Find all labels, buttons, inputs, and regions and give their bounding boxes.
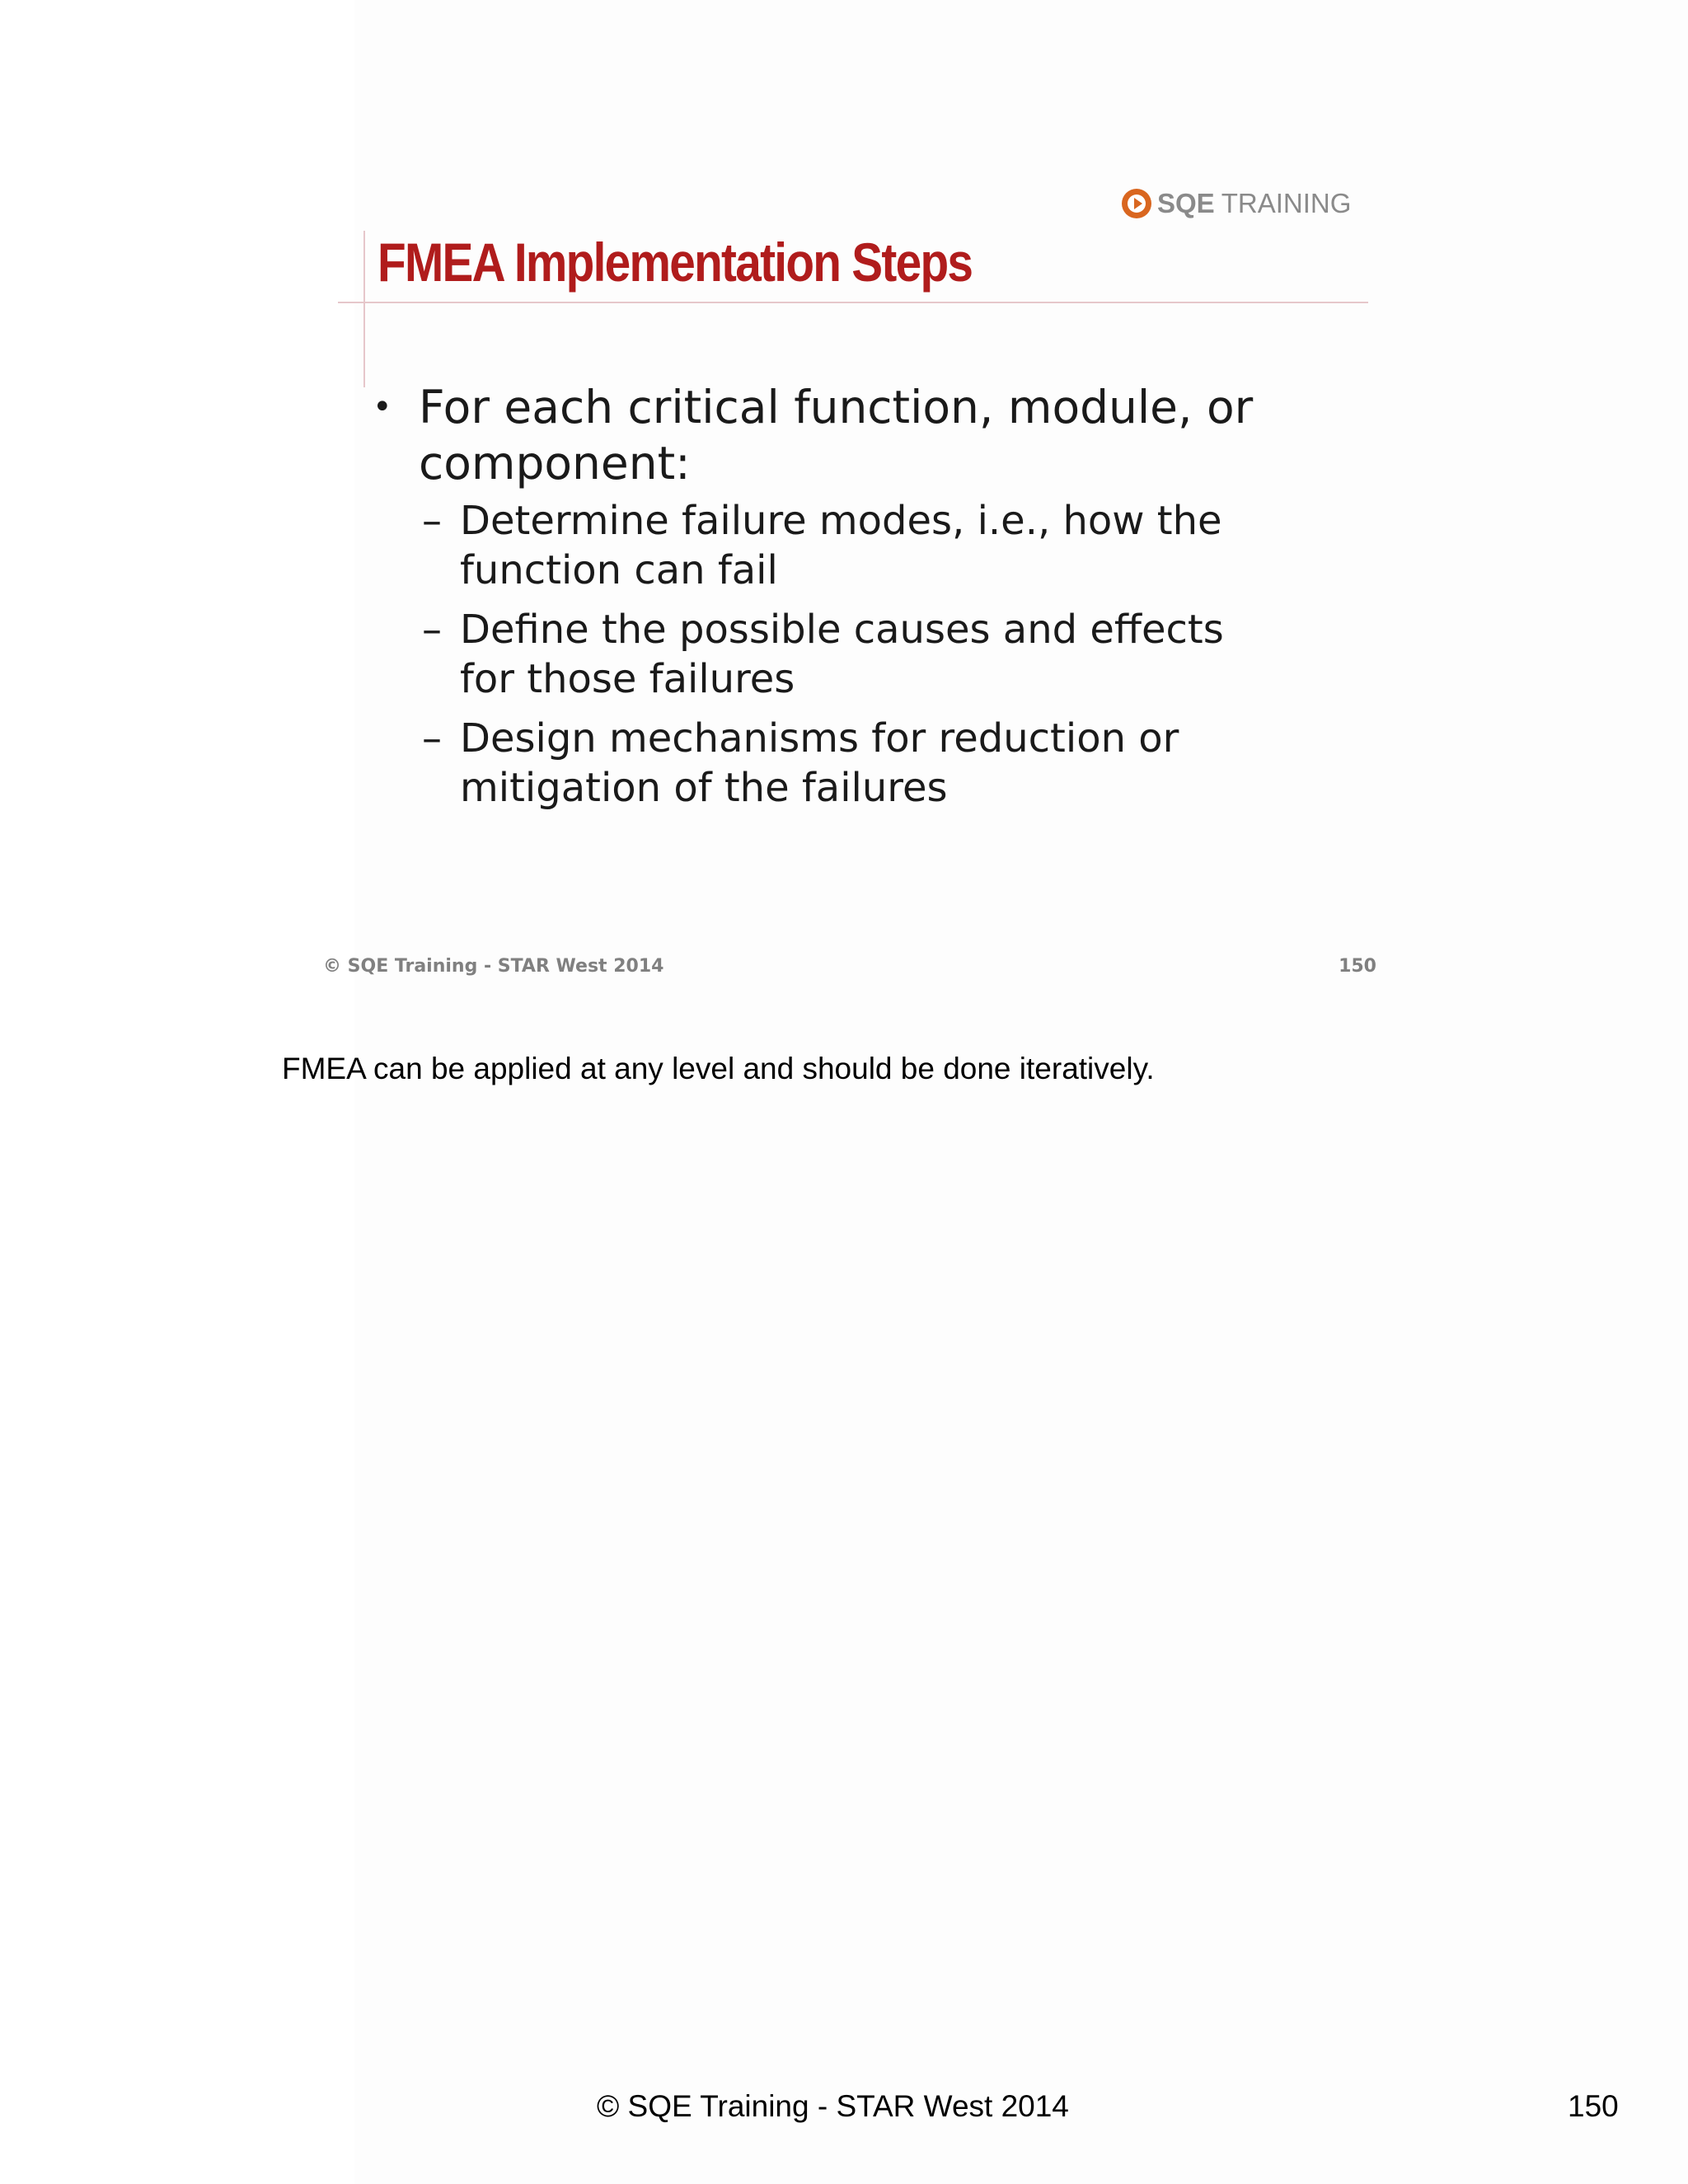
slide-footer-page-number: 150 xyxy=(1339,956,1376,977)
title-vertical-rule xyxy=(363,231,365,387)
sub-bullet-dash: – xyxy=(422,607,442,653)
sub-bullet-item xyxy=(422,605,1343,704)
sub-bullet-item xyxy=(422,714,1343,813)
sub-bullet-text: Determine failure modes, i.e., how the function can fail xyxy=(460,498,1222,593)
sub-bullet-text: Define the possible causes and effects for those failures xyxy=(460,607,1224,702)
sub-bullet-dash: – xyxy=(422,498,442,544)
slide-title: FMEA Implementation Steps xyxy=(377,232,973,293)
sqe-training-logo xyxy=(1121,188,1351,219)
bullet-item xyxy=(371,379,1343,491)
logo-word: TRAINING xyxy=(1221,188,1352,218)
sub-bullet-dash: – xyxy=(422,715,442,762)
sqe-play-logo-icon xyxy=(1121,188,1152,219)
sub-bullet-text: Design mechanisms for reduction or mitigation of the failures xyxy=(460,715,1179,811)
speaker-notes: FMEA can be applied at any level and should be done iteratively. xyxy=(282,1052,1155,1085)
bullet-text: For each critical function, module, or component: xyxy=(419,381,1254,490)
slide-content xyxy=(371,379,1343,823)
bullet-marker: • xyxy=(373,388,392,426)
slide-footer-copyright: © SQE Training - STAR West 2014 xyxy=(323,956,664,977)
page-footer-page-number: 150 xyxy=(1568,2089,1619,2123)
page-footer-copyright: © SQE Training - STAR West 2014 xyxy=(597,2089,1069,2123)
sub-bullet-item xyxy=(422,496,1343,595)
sub-bullet-list xyxy=(371,496,1343,813)
title-horizontal-rule xyxy=(338,302,1368,303)
logo-brand: SQE xyxy=(1157,188,1215,218)
slide xyxy=(313,173,1376,997)
